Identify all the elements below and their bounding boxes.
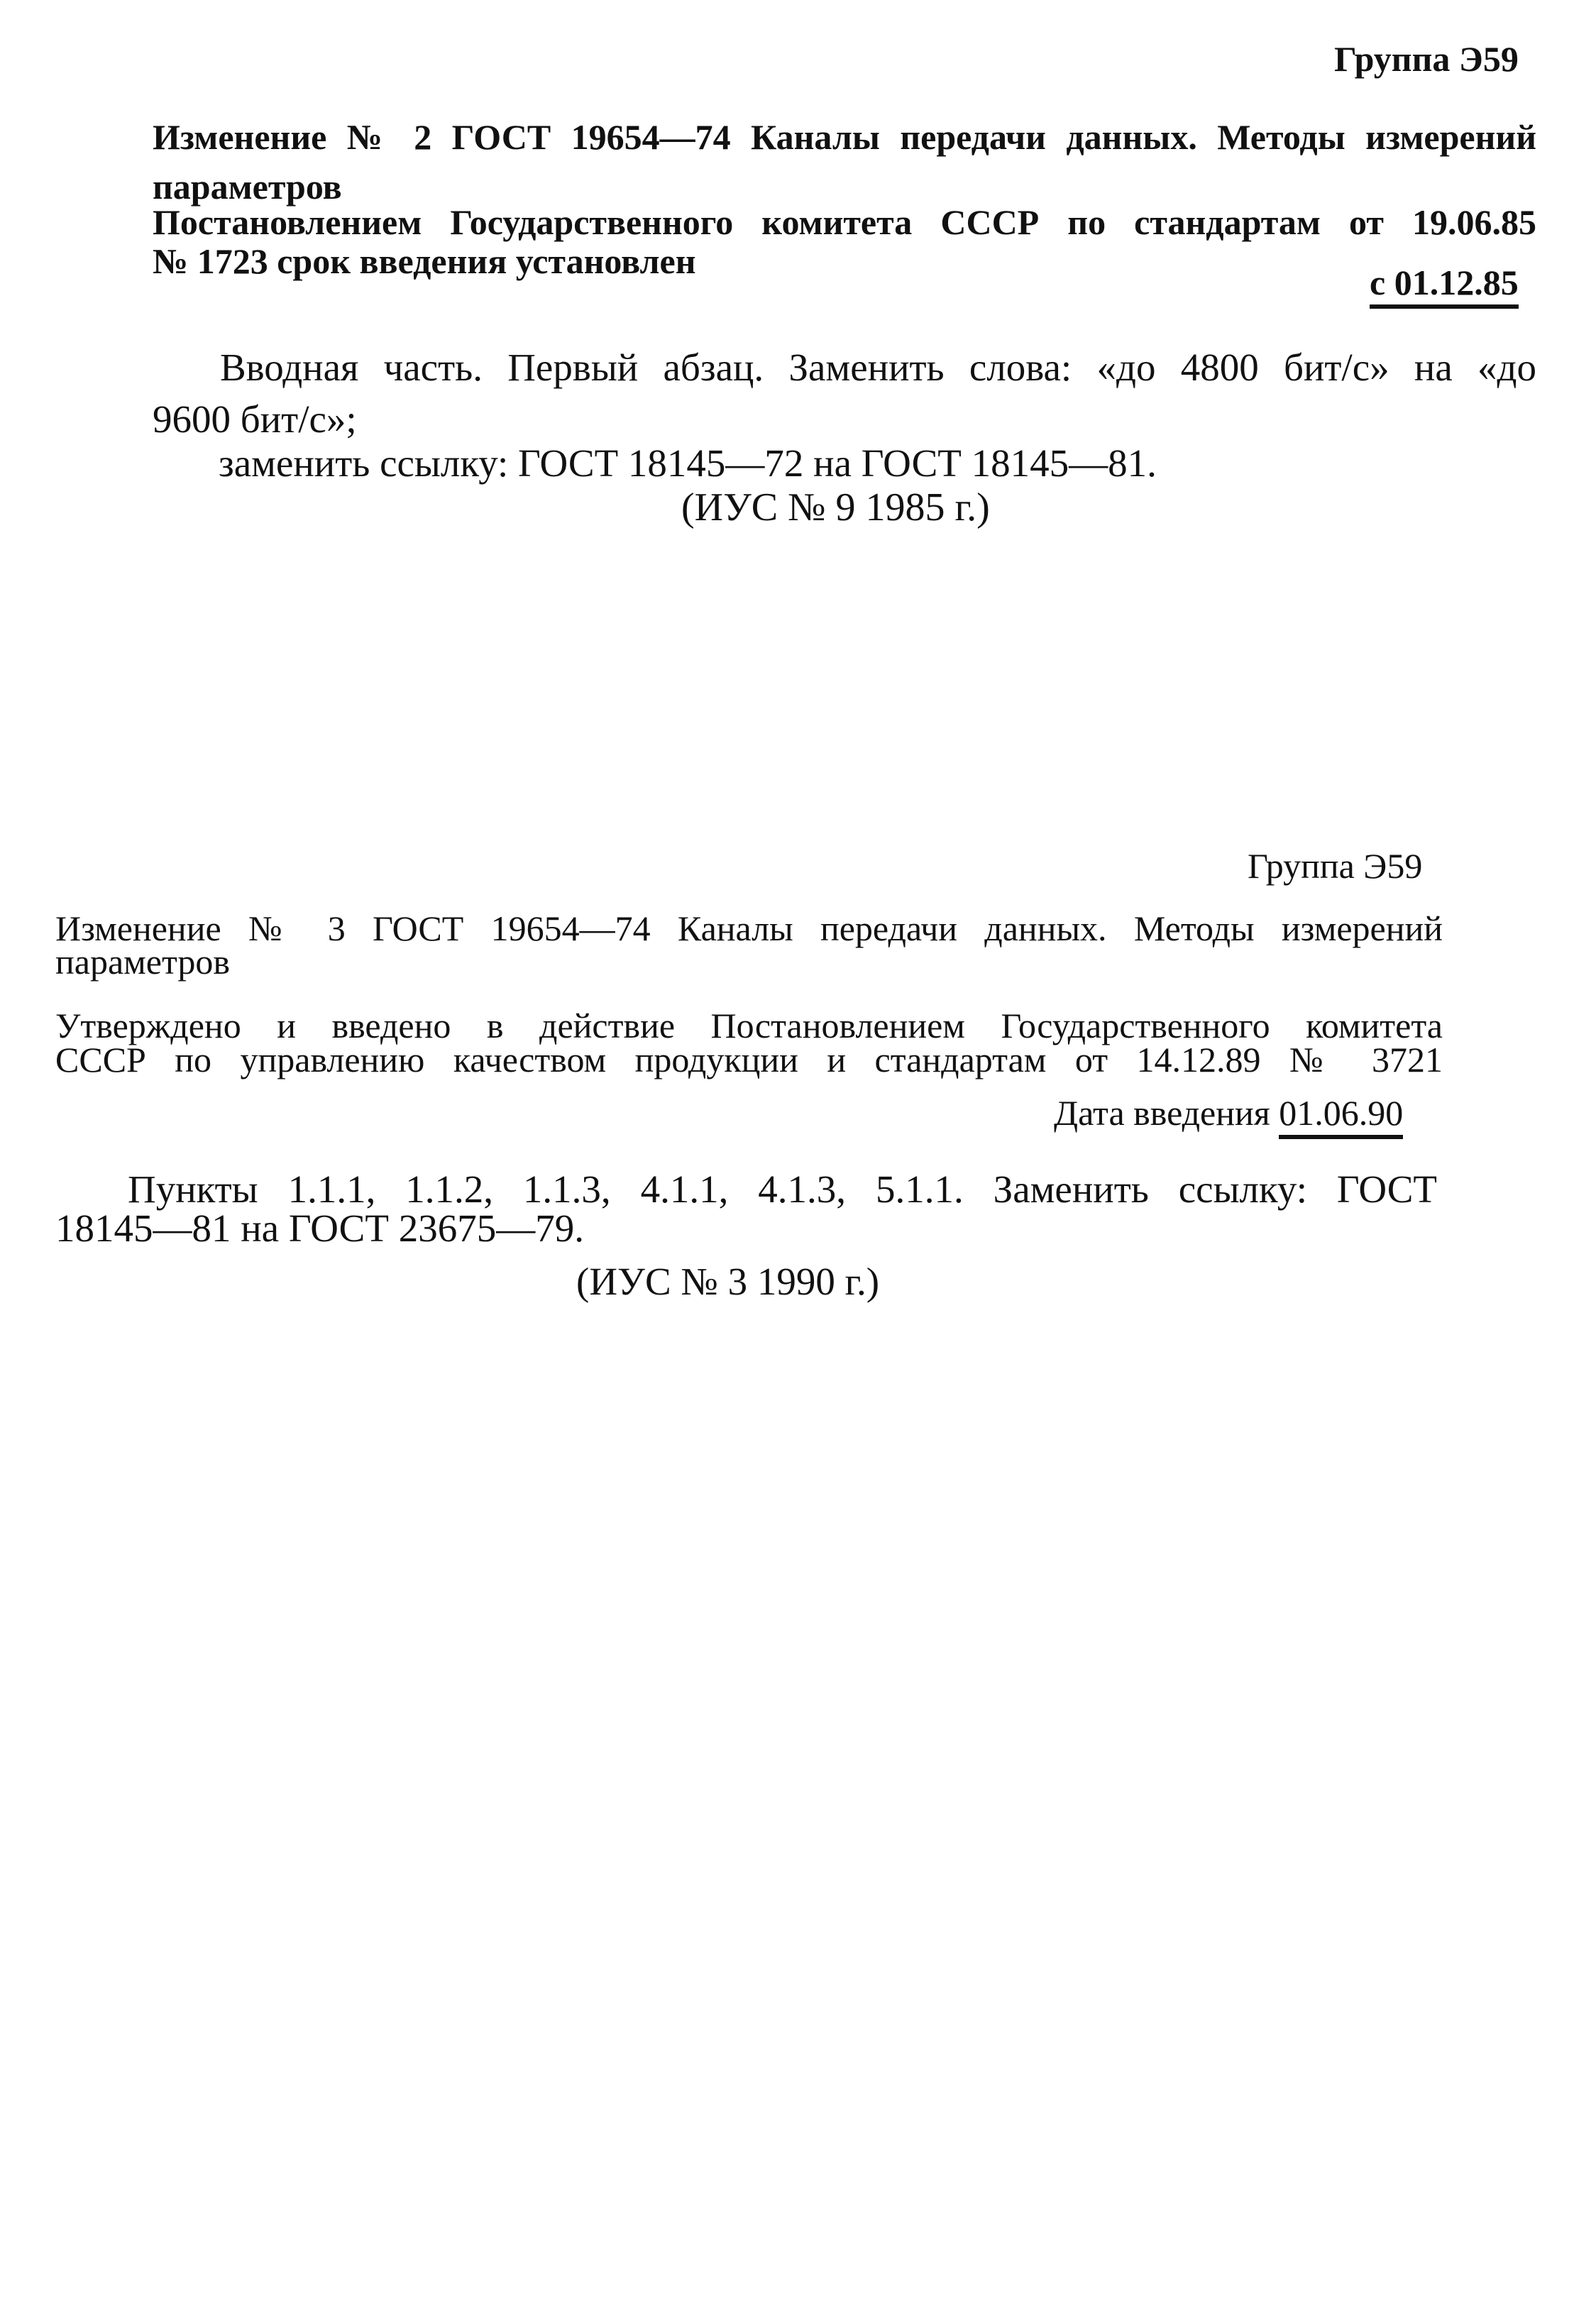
amendment2-effective-date-text: с 01.12.85 xyxy=(1370,265,1519,309)
amendment3-body-line1: Пункты 1.1.1, 1.1.2, 1.1.3, 4.1.1, 4.1.3, 5.1.1. Заменить ссылку: ГОСТ xyxy=(128,1168,1437,1211)
amendment3-effective-date xyxy=(1054,1095,1403,1139)
amendment3-group-label: Группа Э59 xyxy=(1248,846,1423,886)
amendment2-title-line1: Изменение № 2 ГОСТ 19654—74 Каналы передачи данных. Методы измерений xyxy=(153,117,1536,157)
amendment3-effective-date-value: 01.06.90 xyxy=(1279,1095,1403,1139)
amendment2-title-line2: параметров xyxy=(153,167,342,207)
amendment3-title-line2: параметров xyxy=(55,942,231,982)
amendment3-approval-line2: СССР по управлению качеством продукции и стандартам от 14.12.89 № 3721 xyxy=(55,1040,1443,1079)
amendment2-source: (ИУС № 9 1985 г.) xyxy=(681,485,990,529)
amendment2-body-line3: заменить ссылку: ГОСТ 18145—72 на ГОСТ 18145—81. xyxy=(219,441,1157,485)
amendment2-effective-date xyxy=(1370,265,1519,309)
amendment2-group-label: Группа Э59 xyxy=(1334,39,1519,79)
amendment3-source: (ИУС № 3 1990 г.) xyxy=(576,1260,880,1303)
amendment2-body-line1: Вводная часть. Первый абзац. Заменить слова: «до 4800 бит/с» на «до xyxy=(220,346,1536,389)
amendment2-body-line2: 9600 бит/с»; xyxy=(153,397,357,441)
amendment2-decree-line1: Постановлением Государственного комитета СССР по стандартам от 19.06.85 xyxy=(153,202,1536,242)
amendment3-approval-line1: Утверждено и введено в действие Постановлением Государственного комитета xyxy=(55,1006,1443,1045)
amendment3-effective-label: Дата введения xyxy=(1054,1093,1270,1133)
amendment3-title-line1: Изменение № 3 ГОСТ 19654—74 Каналы передачи данных. Методы измерений xyxy=(55,908,1443,948)
amendment2-decree-line2: № 1723 срок введения установлен xyxy=(153,241,696,281)
amendment3-body-line2: 18145—81 на ГОСТ 23675—79. xyxy=(55,1207,584,1250)
